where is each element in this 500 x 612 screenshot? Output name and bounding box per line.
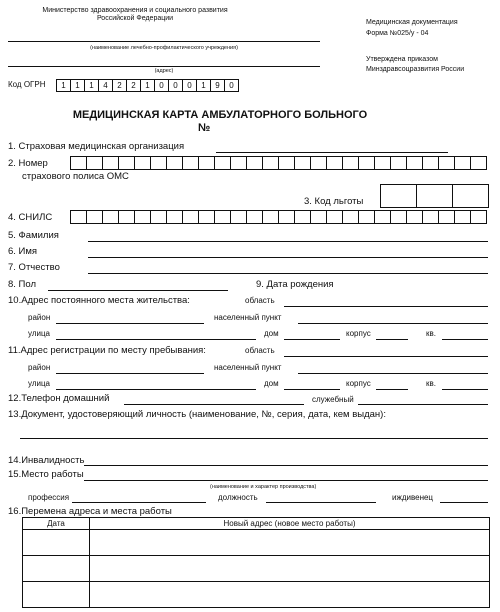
position-label: должность [218,493,258,502]
snils-digit-box[interactable] [150,210,167,224]
table-cell[interactable] [90,530,490,556]
workplace-line[interactable] [84,480,488,481]
perm-street-line[interactable] [56,339,256,340]
field-registration-address-label: 11.Адрес регистрации по месту пребывания: [8,345,206,356]
perm-house-label: дом [264,329,279,338]
field-policy-label: 2. Номер [8,158,48,169]
reg-district-line[interactable] [56,373,204,374]
snils-digit-box[interactable] [262,210,279,224]
policy-digit-box[interactable] [214,156,231,170]
ogrn-digit-cell: 1 [84,79,99,92]
policy-digit-box[interactable] [374,156,391,170]
field-insurance-org-line[interactable] [216,152,448,153]
facility-caption: (наименование лечебно-профилактического учреждения) [90,45,238,51]
policy-digit-box[interactable] [182,156,199,170]
ogrn-digit-cell: 0 [168,79,183,92]
field-permanent-address-label: 10.Адрес постоянного места жительства: [8,295,190,306]
policy-digit-box[interactable] [294,156,311,170]
table-row[interactable] [23,556,490,582]
perm-building-line[interactable] [376,339,408,340]
ogrn-digit-cell: 0 [154,79,169,92]
table-cell[interactable] [90,582,490,608]
ogrn-digit-cell: 1 [56,79,71,92]
policy-digit-box[interactable] [198,156,215,170]
policy-digit-box[interactable] [246,156,263,170]
snils-digit-box[interactable] [374,210,391,224]
snils-digit-box[interactable] [390,210,407,224]
field-id-document-label: 13.Документ, удостоверяющий личность (наименование, №, серия, дата, кем выдан): [8,409,386,420]
snils-digit-box[interactable] [198,210,215,224]
policy-digit-box[interactable] [230,156,247,170]
doc-type: Медицинская документация [366,19,458,26]
policy-digit-box[interactable] [262,156,279,170]
snils-digit-box[interactable] [326,210,343,224]
field-benefit-code-label: 3. Код льготы [304,196,364,207]
reg-building-label: корпус [346,379,371,388]
reg-building-line[interactable] [376,389,408,390]
policy-digit-box[interactable] [310,156,327,170]
field-sex-label: 8. Пол [8,279,37,290]
reg-region-label: область [245,346,275,355]
perm-region-line[interactable] [284,306,488,307]
profession-label: профессия [28,493,70,502]
col-date-header: Дата [23,518,90,530]
snils-digit-box[interactable] [102,210,119,224]
table-row[interactable] [23,530,490,556]
snils-digit-box[interactable] [406,210,423,224]
home-phone-line[interactable] [124,404,304,405]
perm-district-line[interactable] [56,323,204,324]
field-home-phone-label: 12.Телефон домашний [8,393,110,404]
benefit-code-box[interactable] [380,184,417,208]
reg-house-line[interactable] [284,389,340,390]
snils-digit-box[interactable] [454,210,471,224]
reg-district-label: район [28,363,51,372]
snils-digit-box[interactable] [70,210,87,224]
field-sex-line[interactable] [48,290,228,291]
field-name-label: 6. Имя [8,246,38,257]
address-caption: (адрес) [154,68,174,74]
ogrn-digit-cell: 2 [112,79,127,92]
table-cell[interactable] [23,582,90,608]
snils-digit-box[interactable] [134,210,151,224]
snils-digit-box[interactable] [358,210,375,224]
snils-digit-box[interactable] [294,210,311,224]
table-header-row [23,518,490,530]
facility-line [8,41,320,42]
benefit-code-box[interactable] [452,184,489,208]
ogrn-digit-cell: 1 [70,79,85,92]
perm-apt-line[interactable] [442,339,488,340]
snils-digit-box[interactable] [422,210,439,224]
policy-digit-box[interactable] [166,156,183,170]
id-document-line[interactable] [20,438,488,439]
table-cell[interactable] [90,556,490,582]
snils-digit-box[interactable] [310,210,327,224]
perm-apt-label: кв. [426,329,436,338]
work-phone-label: служебный [312,395,354,404]
field-patronymic-label: 7. Отчество [8,262,60,273]
policy-digit-box[interactable] [134,156,151,170]
dependent-line[interactable] [440,502,488,503]
reg-house-label: дом [264,379,279,388]
table-cell[interactable] [23,530,90,556]
snils-digit-box[interactable] [470,210,487,224]
approved-line-1: Утверждена приказом [366,56,438,63]
address-change-table [22,517,490,608]
approved-line-2: Минздравсоцразвития России [366,66,465,73]
field-surname-label: 5. Фамилия [8,230,59,241]
ogrn-label: Код ОГРН [8,80,46,89]
col-address-header: Новый адрес (новое место работы) [90,518,490,530]
address-line [8,66,320,67]
perm-street-label: улица [28,329,50,338]
policy-digit-box[interactable] [406,156,423,170]
ogrn-digit-cell: 0 [182,79,197,92]
snils-digit-box[interactable] [230,210,247,224]
field-name-line[interactable] [88,257,488,258]
perm-region-label: область [245,296,275,305]
policy-digit-box[interactable] [390,156,407,170]
reg-locality-label: населенный пункт [214,363,282,372]
perm-building-label: корпус [346,329,371,338]
ministry-line-2: Российской Федерации [96,15,174,22]
ogrn-digit-cell: 9 [210,79,225,92]
dependent-label: иждивенец [392,493,434,502]
snils-digit-box[interactable] [214,210,231,224]
field-workplace-label: 15.Место работы [8,469,84,480]
reg-street-line[interactable] [56,389,256,390]
field-policy-label-2: страхового полиса ОМС [22,171,129,182]
reg-apt-line[interactable] [442,389,488,390]
policy-digit-box[interactable] [102,156,119,170]
snils-digit-box[interactable] [86,210,103,224]
field-snils-label: 4. СНИЛС [8,212,53,223]
ogrn-digit-cell: 0 [224,79,239,92]
policy-digit-box[interactable] [326,156,343,170]
perm-locality-line[interactable] [298,323,488,324]
snils-digit-box[interactable] [118,210,135,224]
reg-locality-line[interactable] [298,373,488,374]
ministry-line-1: Министерство здравоохранения и социального развития [42,7,228,14]
policy-digit-box[interactable] [150,156,167,170]
work-phone-line[interactable] [358,404,488,405]
policy-digit-box[interactable] [86,156,103,170]
policy-digit-box[interactable] [70,156,87,170]
perm-district-label: район [28,313,51,322]
ogrn-digit-cell: 1 [140,79,155,92]
field-birthdate-label: 9. Дата рождения [256,279,334,290]
snils-digit-box[interactable] [438,210,455,224]
form-number: Форма №025/у - 04 [366,30,429,37]
ogrn-digit-cell: 1 [196,79,211,92]
position-line[interactable] [266,502,376,503]
snils-digit-box[interactable] [342,210,359,224]
reg-region-line[interactable] [284,356,488,357]
policy-digit-box[interactable] [422,156,439,170]
policy-digit-box[interactable] [454,156,471,170]
field-patronymic-line[interactable] [88,273,488,274]
disability-line[interactable] [84,465,488,466]
card-title: МЕДИЦИНСКАЯ КАРТА АМБУЛАТОРНОГО БОЛЬНОГО [72,109,368,121]
ministry-name [30,7,240,23]
snils-digit-box[interactable] [278,210,295,224]
profession-line[interactable] [72,502,206,503]
policy-digit-box[interactable] [342,156,359,170]
ogrn-digit-cell: 4 [98,79,113,92]
benefit-code-box[interactable] [416,184,453,208]
policy-digit-box[interactable] [118,156,135,170]
reg-apt-label: кв. [426,379,436,388]
field-disability-label: 14.Инвалидность [8,455,85,466]
perm-locality-label: населенный пункт [214,313,282,322]
policy-digit-box[interactable] [278,156,295,170]
policy-digit-box[interactable] [438,156,455,170]
table-row[interactable] [23,582,490,608]
perm-house-line[interactable] [284,339,340,340]
policy-digit-box[interactable] [470,156,487,170]
snils-digit-box[interactable] [182,210,199,224]
field-insurance-org-label: 1. Страховая медицинская организация [8,141,185,152]
workplace-caption: (наименование и характер производства) [210,484,317,490]
table-cell[interactable] [23,556,90,582]
policy-digit-box[interactable] [358,156,375,170]
field-surname-line[interactable] [88,241,488,242]
ogrn-digit-cell: 2 [126,79,141,92]
snils-digit-box[interactable] [246,210,263,224]
reg-street-label: улица [28,379,50,388]
card-number-sign: № [198,122,211,134]
snils-digit-box[interactable] [166,210,183,224]
field-address-change-label: 16.Перемена адреса и места работы [8,506,172,517]
